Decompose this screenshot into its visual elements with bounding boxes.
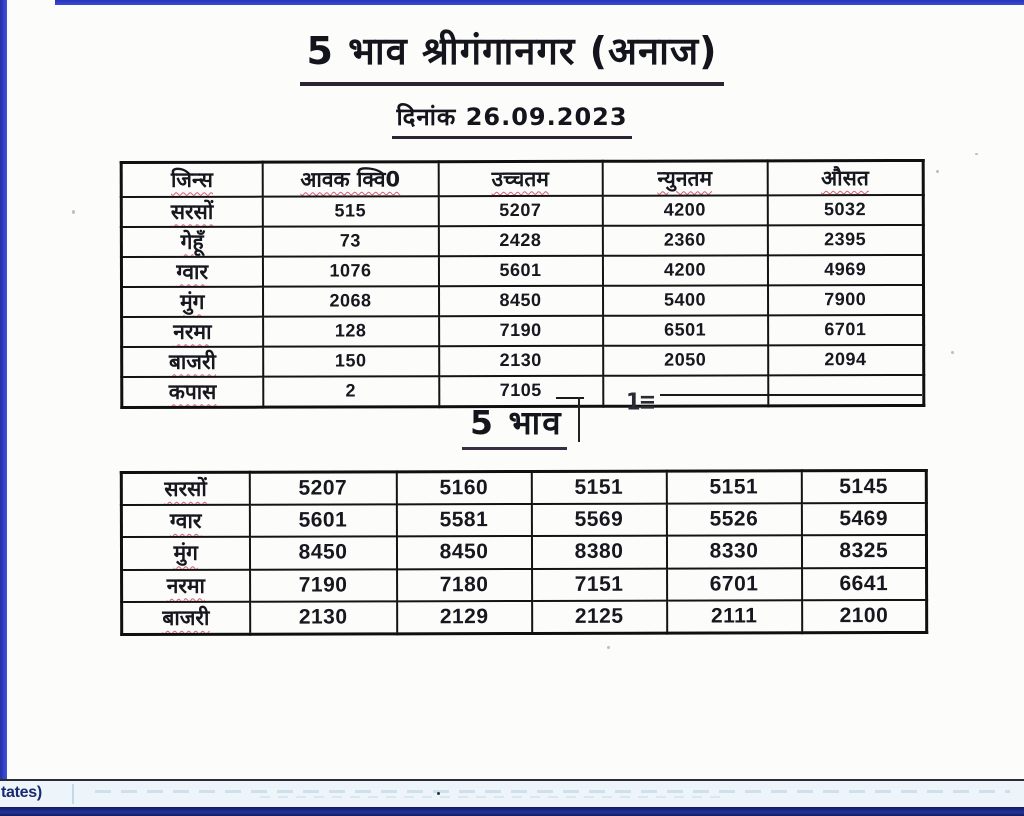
rate-value-cell: 2428 bbox=[438, 225, 602, 255]
rate-value-cell: 4200 bbox=[602, 195, 767, 225]
scan-speck bbox=[951, 351, 954, 354]
rate-value-cell: 4969 bbox=[767, 254, 923, 284]
crop-name-cell bbox=[121, 256, 262, 286]
rate-value-cell: 5151 bbox=[666, 471, 801, 504]
status-bar-divider bbox=[72, 784, 74, 804]
table-row bbox=[121, 503, 926, 537]
column-header bbox=[438, 161, 602, 195]
status-bar-smear bbox=[95, 790, 1010, 793]
rates-summary-table bbox=[120, 159, 926, 409]
rate-value-cell: 5581 bbox=[396, 504, 531, 537]
rate-value-cell: 2130 bbox=[439, 345, 603, 375]
table-row bbox=[121, 470, 926, 504]
rate-value-cell: 2395 bbox=[767, 224, 923, 254]
scan-speck bbox=[72, 210, 75, 214]
rate-value-cell: 5469 bbox=[801, 503, 926, 536]
rate-value-cell: 8450 bbox=[396, 536, 531, 569]
crop-name: मुंग bbox=[173, 541, 198, 566]
date-row bbox=[0, 100, 1024, 139]
rate-value-cell: 8380 bbox=[531, 536, 666, 569]
rate-value-cell: 5569 bbox=[531, 504, 666, 537]
rate-value-cell: 2130 bbox=[250, 601, 397, 634]
rate-value-cell: 515 bbox=[262, 196, 438, 226]
rate-value-cell: 2129 bbox=[397, 601, 532, 634]
crop-name: सरसों bbox=[164, 476, 207, 501]
rate-value-cell: 5601 bbox=[249, 504, 396, 537]
rate-value-cell: 2094 bbox=[768, 344, 924, 374]
crop-name: नरमा bbox=[166, 573, 205, 598]
title-row bbox=[0, 24, 1024, 86]
rate-value-cell: 5400 bbox=[603, 285, 768, 315]
scan-speck bbox=[607, 646, 610, 649]
taskbar-edge bbox=[0, 807, 1024, 816]
crop-name-cell bbox=[121, 226, 262, 256]
rate-value-cell: 5526 bbox=[666, 503, 801, 536]
table-row bbox=[121, 224, 923, 256]
crop-name-cell bbox=[122, 286, 263, 316]
column-header bbox=[121, 162, 262, 196]
crop-name: ग्वार bbox=[176, 259, 209, 284]
rate-value-cell: 8330 bbox=[666, 536, 801, 569]
rate-value-cell: 5207 bbox=[438, 195, 602, 225]
crop-name: सरसों bbox=[170, 199, 214, 224]
crop-name-cell bbox=[121, 505, 249, 538]
rate-value-cell: 7190 bbox=[439, 315, 603, 345]
rate-value-cell: 5160 bbox=[396, 471, 531, 504]
rate-value-cell: 4200 bbox=[602, 255, 767, 285]
table-row bbox=[121, 535, 926, 569]
crop-name: नरमा bbox=[173, 319, 212, 344]
column-header-label: न्युनतम bbox=[657, 166, 713, 191]
rate-value-cell: 8450 bbox=[249, 537, 396, 570]
column-header-label: औसत bbox=[821, 165, 869, 190]
rate-value-cell: 7180 bbox=[397, 569, 532, 602]
rate-value-cell: 2100 bbox=[802, 600, 927, 633]
crop-name-cell bbox=[121, 472, 249, 505]
scan-speck bbox=[936, 170, 939, 173]
rates-summary-header bbox=[121, 160, 923, 196]
table-row bbox=[122, 600, 927, 634]
crop-name: गेहूँ bbox=[180, 229, 204, 254]
rate-value-cell: 7190 bbox=[250, 569, 397, 602]
date-label: दिनांक 26.09.2023 bbox=[392, 100, 631, 139]
rate-value-cell: 1076 bbox=[262, 256, 438, 286]
crop-name-cell bbox=[122, 346, 263, 376]
rate-value-cell: 6501 bbox=[603, 315, 768, 345]
status-bar-smear bbox=[260, 796, 724, 798]
crop-name: बाजरी bbox=[162, 605, 210, 630]
crop-name-cell bbox=[122, 316, 263, 346]
rate-value-cell: 2068 bbox=[263, 286, 439, 316]
column-header bbox=[767, 160, 923, 194]
table-row bbox=[121, 194, 923, 226]
status-bar bbox=[0, 781, 1024, 807]
stray-pen-mark: 1≡ bbox=[626, 388, 655, 416]
rate-value-cell: 5151 bbox=[531, 471, 666, 504]
rate-value-cell: 2125 bbox=[532, 601, 667, 634]
rate-value-cell: 7900 bbox=[768, 284, 924, 314]
scan-speck bbox=[437, 792, 440, 795]
crop-name-cell bbox=[122, 376, 263, 407]
rate-value-cell bbox=[768, 374, 924, 405]
rate-value-cell: 7151 bbox=[532, 568, 667, 601]
table-row bbox=[122, 284, 924, 316]
crop-name-cell bbox=[121, 196, 262, 226]
column-header bbox=[602, 161, 767, 195]
column-header-label: जिन्स bbox=[170, 167, 213, 192]
column-header-label: आवक क्वि0 bbox=[300, 167, 401, 192]
crop-name: कपास bbox=[168, 379, 217, 404]
crop-name-cell bbox=[121, 537, 249, 570]
text-cursor bbox=[578, 397, 580, 442]
table-row bbox=[122, 344, 924, 376]
window-top-border bbox=[55, 0, 1024, 5]
five-day-rates-body bbox=[121, 470, 926, 634]
rate-value-cell: 5145 bbox=[801, 470, 926, 503]
rate-value-cell: 150 bbox=[263, 346, 439, 376]
crop-name-cell bbox=[122, 569, 250, 602]
rate-value-cell: 5207 bbox=[249, 472, 396, 505]
rate-value-cell: 5032 bbox=[767, 194, 923, 224]
rate-value-cell: 6641 bbox=[802, 568, 927, 601]
scan-line-artifact bbox=[660, 394, 922, 396]
rate-value-cell: 2360 bbox=[602, 225, 767, 255]
rate-value-cell: 8450 bbox=[439, 285, 603, 315]
crop-name: बाजरी bbox=[168, 349, 216, 374]
table-row bbox=[122, 568, 927, 602]
crop-name: मुंग bbox=[180, 289, 205, 314]
rate-value-cell: 128 bbox=[263, 316, 439, 346]
crop-name-cell bbox=[122, 602, 250, 635]
crop-name: ग्वार bbox=[169, 508, 202, 534]
rates-summary-body bbox=[121, 194, 924, 407]
table-row bbox=[122, 314, 924, 346]
rate-value-cell: 2050 bbox=[603, 345, 768, 375]
rate-value-cell: 73 bbox=[262, 226, 438, 256]
rate-value-cell: 5601 bbox=[438, 255, 602, 285]
table-header-row bbox=[121, 160, 923, 196]
rate-value-cell: 6701 bbox=[667, 568, 802, 601]
page-title: 5 भाव श्रीगंगानगर (अनाज) bbox=[300, 24, 723, 86]
scan-speck bbox=[975, 153, 978, 155]
window-left-border bbox=[0, 0, 7, 779]
rate-value-cell: 2111 bbox=[667, 600, 802, 633]
five-day-rates-table bbox=[120, 469, 928, 636]
language-indicator[interactable]: tates) bbox=[1, 784, 42, 801]
column-header bbox=[262, 162, 438, 196]
rate-value-cell: 7105 bbox=[439, 375, 603, 406]
column-header-label: उच्चतम bbox=[491, 166, 549, 191]
rate-value-cell: 8325 bbox=[801, 535, 926, 568]
rate-value-cell: 6701 bbox=[768, 314, 924, 344]
section-heading: 5 भाव bbox=[462, 399, 567, 450]
table-row bbox=[121, 254, 923, 286]
rate-value-cell: 2 bbox=[263, 376, 439, 407]
